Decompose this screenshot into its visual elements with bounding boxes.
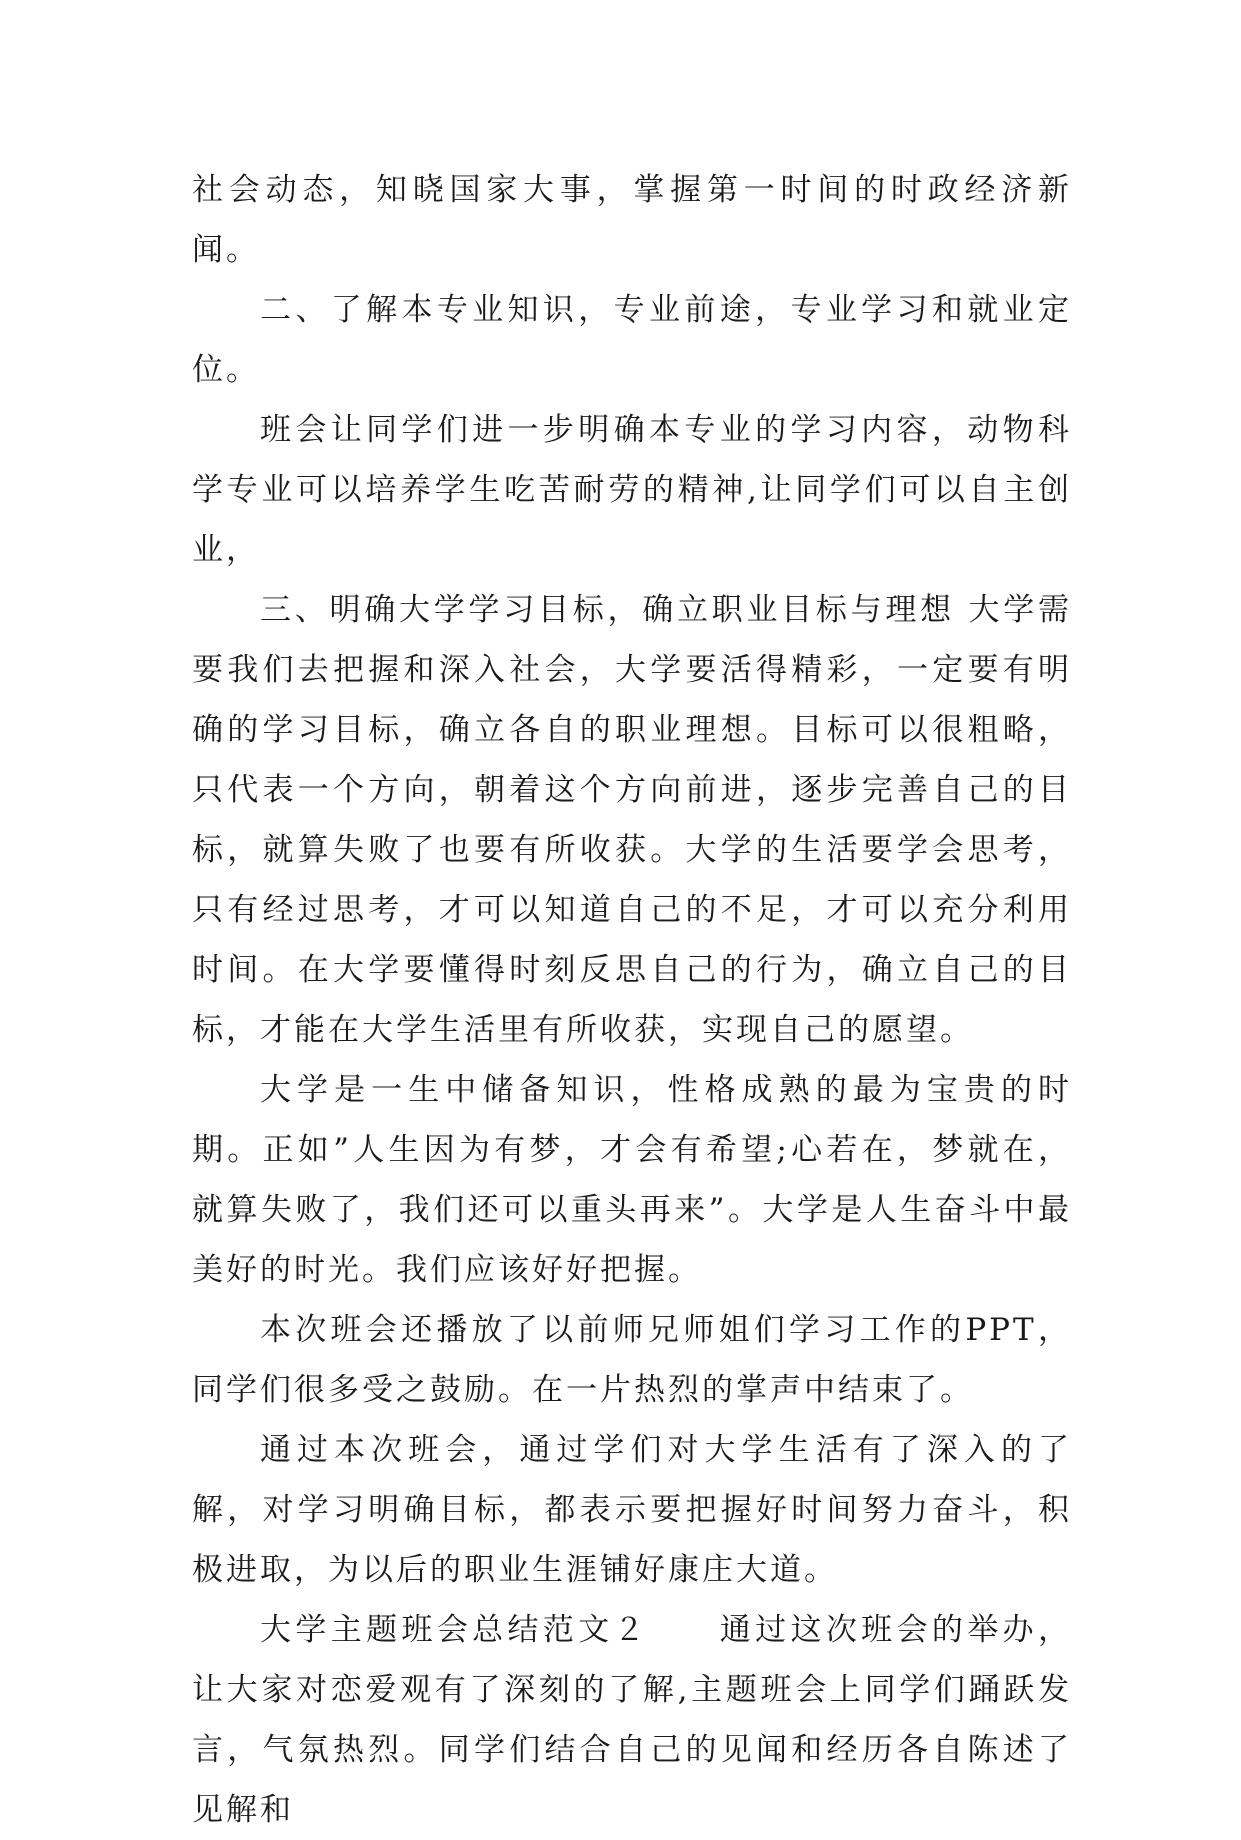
paragraph: 通过本次班会，通过学们对大学生活有了深入的了解，对学习明确目标，都表示要把握好时间努力奋斗，积极进取，为以后的职业生涯铺好康庄大道。 — [192, 1432, 1072, 1588]
paragraph: 班会让同学们进一步明确本专业的学习内容，动物科学专业可以培养学生吃苦耐劳的精神,让同学们可以自主创业， — [192, 412, 1072, 568]
paragraph: 社会动态，知晓国家大事，掌握第一时间的时政经济新闻。 — [192, 172, 1072, 268]
paragraph: 大学主题班会总结范文２ 通过这次班会的举办，让大家对恋爱观有了深刻的了解,主题班会上同学们踊跃发言，气氛热烈。同学们结合自己的见闻和经历各自陈述了见解和 — [192, 1612, 1072, 1828]
paragraph: 大学是一生中储备知识，性格成熟的最为宝贵的时期。正如”人生因为有梦，才会有希望;心若在，梦就在，就算失败了，我们还可以重头再来”。大学是人生奋斗中最美好的时光。我们应该好好把握。 — [192, 1072, 1072, 1288]
paragraph: 本次班会还播放了以前师兄师姐们学习工作的PPT，同学们很多受之鼓励。在一片热烈的掌声中结束了。 — [192, 1312, 1072, 1408]
paragraph: 二、了解本专业知识，专业前途，专业学习和就业定位。 — [192, 292, 1072, 388]
paragraph: 三、明确大学学习目标，确立职业目标与理想 大学需要我们去把握和深入社会，大学要活得精彩，一定要有明确的学习目标，确立各自的职业理想。目标可以很粗略，只代表一个方向，朝着这个方向前进，逐步完善自己的目标，就算失败了也要有所收获。大学的生活要学会思考，只有经过思考，才可以知道自己的不足，才可以充分利用时间。在大学要懂得时刻反思自己的行为，确立自己的目标，才能在大学生活里有所收获，实现自己的愿望。 — [192, 592, 1072, 1048]
body-text — [192, 160, 1072, 1840]
